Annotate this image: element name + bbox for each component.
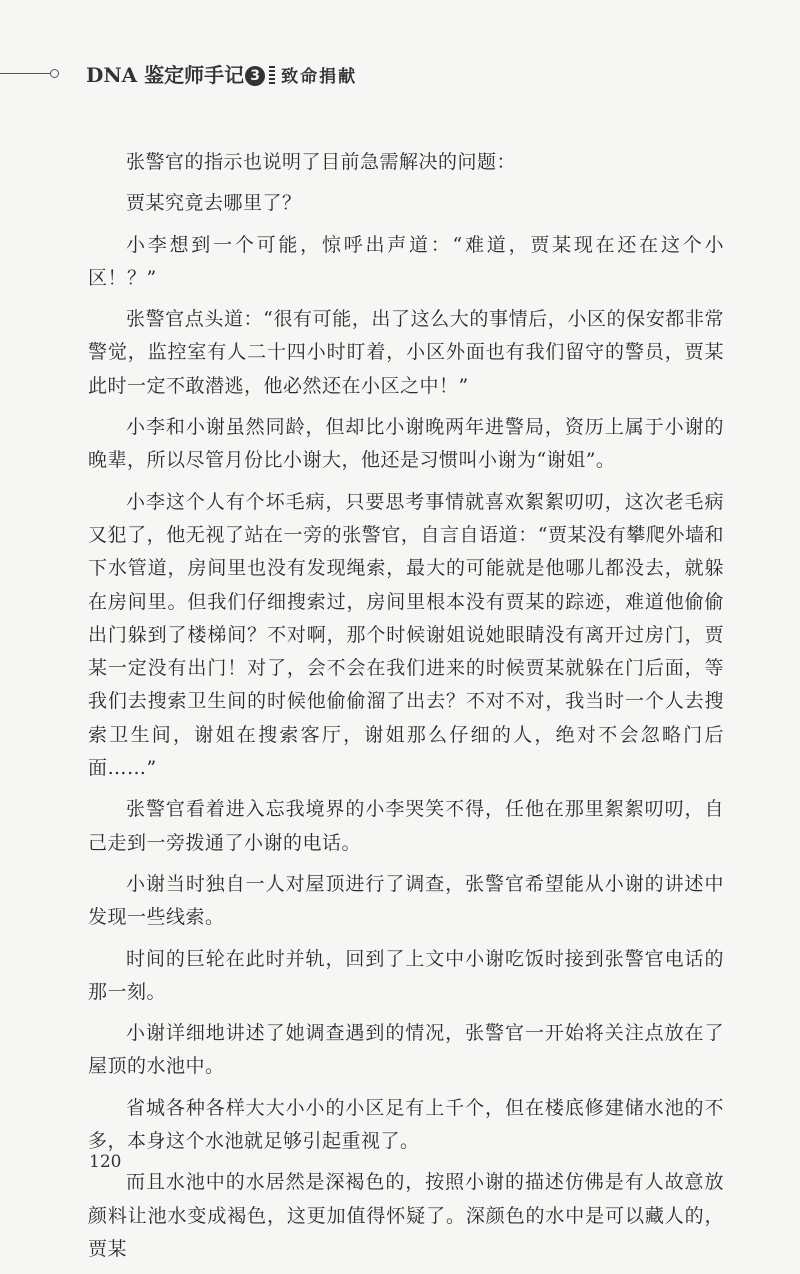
- paragraph-4: 张警官点头道：“很有可能，出了这么大的事情后，小区的保安都非常警觉，监控室有人二十四小时盯着，小区外面也有我们留守的警员，贾某此时一定不敢潜逃，他必然还在小区之中！”: [88, 308, 724, 397]
- header-circle-ornament: [50, 69, 59, 78]
- book-title: DNA 鉴定师手记: [86, 63, 245, 87]
- paragraph-11: 省城各种各样大大小小的小区足有上千个，但在楼底修建储水池的不多，本身这个水池就足够引起重视了。: [88, 1096, 724, 1153]
- book-subtitle: 致命捐献: [281, 67, 358, 87]
- paragraph-12: 而且水池中的水居然是深褐色的，按照小谢的描述仿佛是有人故意放颜料让池水变成褐色，这更加值得怀疑了。深颜色的水中是可以藏人的，贾某: [88, 1171, 724, 1260]
- paragraph-10: 小谢详细地讲述了她调查遇到的情况，张警官一开始将关注点放在了屋顶的水池中。: [88, 1022, 724, 1078]
- body-text: [88, 146, 724, 1274]
- paragraph-7: 张警官看着进入忘我境界的小李哭笑不得，任他在那里絮絮叨叨，自己走到一旁拨通了小谢的电话。: [88, 798, 724, 854]
- paragraph-8: 小谢当时独自一人对屋顶进行了调查，张警官希望能从小谢的讲述中发现一些线索。: [88, 872, 724, 929]
- running-header: [0, 56, 800, 92]
- header-title-group: [86, 59, 357, 88]
- paragraph-6: 小李这个人有个坏毛病，只要思考事情就喜欢絮絮叨叨，这次老毛病又犯了，他无视了站在一旁的张警官，自言自语道：“贾某没有攀爬外墙和下水管道，房间里也没有发现绳索，最大的可能就是他哪儿都没去，就躲在房间里。但我们仔细搜索过，房间里根本没有贾某的踪迹，难道他偷偷出门躲到了楼梯间？不对啊，那个时候谢姐说她眼睛没有离开过房门，贾某一定没有出门！对了，会不会在我们进来的时候贾某就躲在门后面，等我们去搜索卫生间的时候他偷偷溜了出去？不对不对，我当时一个人去搜索卫生间，谢姐在搜索客厅，谢姐那么仔细的人，绝对不会忽略门后面……”: [88, 490, 724, 780]
- paragraph-9: 时间的巨轮在此时并轨，回到了上文中小谢吃饭时接到张警官电话的那一刻。: [88, 947, 724, 1003]
- paragraph-1: 张警官的指示也说明了目前急需解决的问题：: [126, 151, 517, 173]
- volume-number-badge: 3: [245, 66, 265, 86]
- paragraph-2: 贾某究竟去哪里了？: [126, 192, 302, 215]
- header-separator-bars: [269, 66, 275, 84]
- header-rule-line: [0, 73, 52, 74]
- page-number: 120: [89, 1152, 122, 1172]
- paragraph-5: 小李和小谢虽然同龄，但却比小谢晚两年进警局，资历上属于小谢的晚辈，所以尽管月份比小谢大，他还是习惯叫小谢为“谢姐”。: [88, 416, 724, 472]
- paragraph-3: 小李想到一个可能，惊呼出声道：“难道，贾某现在还在这个小区！？”: [88, 233, 724, 289]
